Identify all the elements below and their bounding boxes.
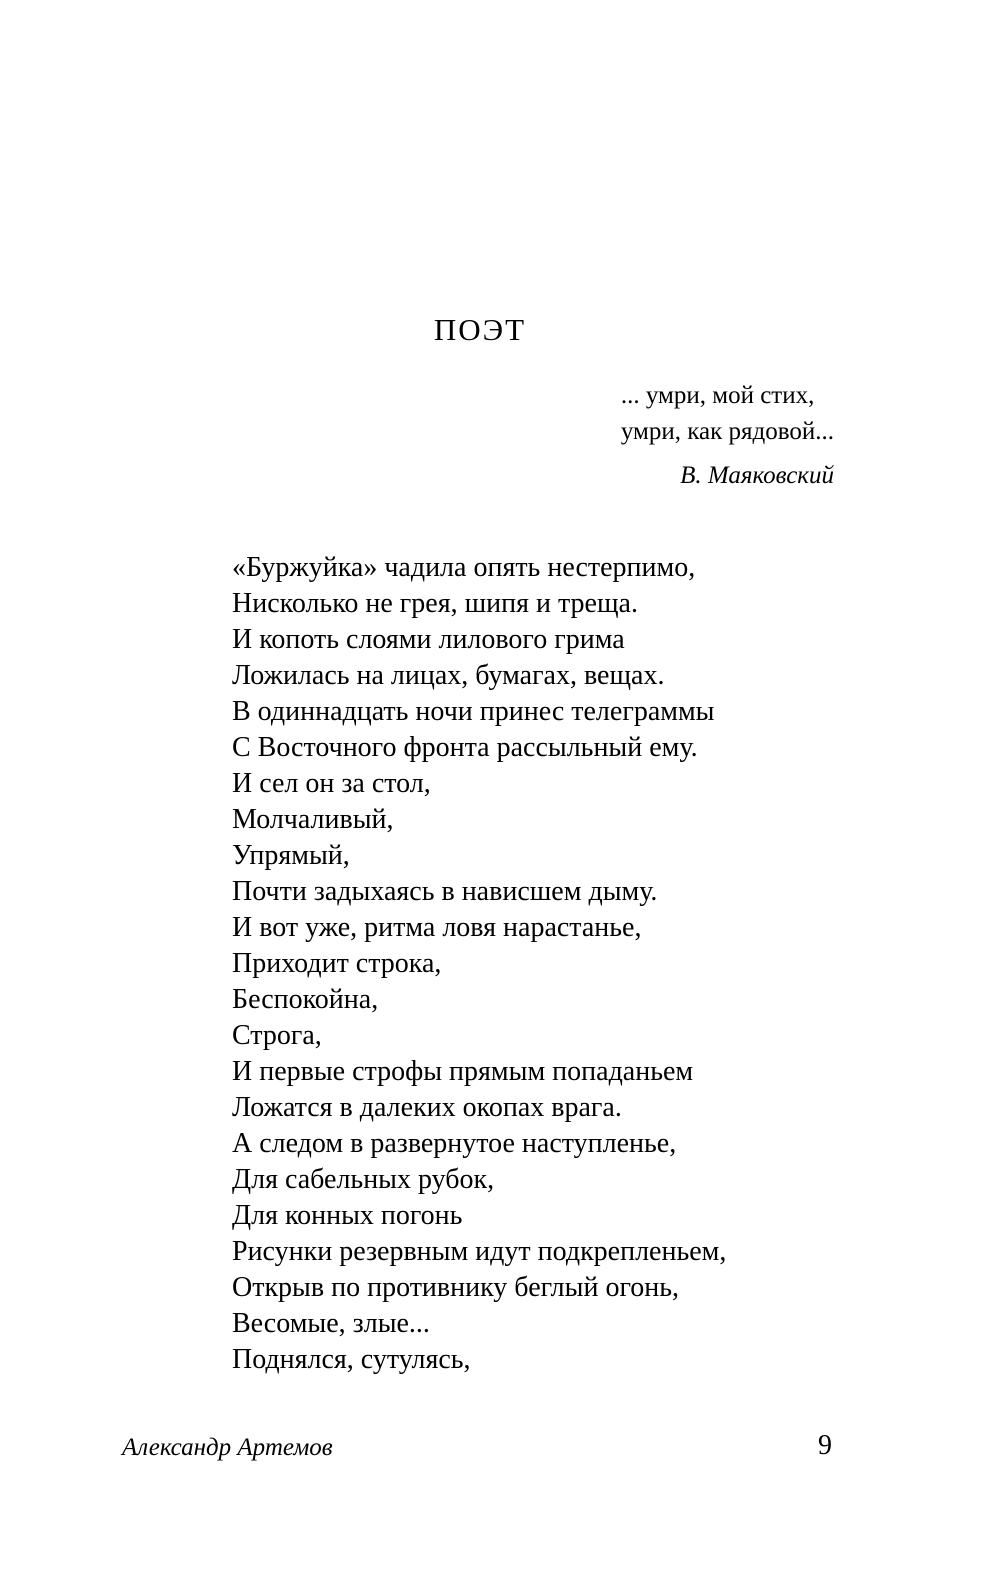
verse-line: И сел он за стол, bbox=[232, 768, 431, 799]
verse-line: Для конных погонь bbox=[232, 1200, 463, 1231]
verse-line: И первые строфы прямым попаданьем bbox=[232, 1056, 694, 1087]
poem-verse bbox=[232, 550, 726, 1378]
verse-line: «Буржуйка» чадила опять нестерпимо, bbox=[232, 552, 696, 583]
page-number: 9 bbox=[818, 1430, 832, 1461]
verse-line: В одиннадцать ночи принес телеграммы bbox=[232, 696, 715, 727]
epigraph-author: В. Маяковский bbox=[680, 462, 834, 489]
verse-line: Для сабельных рубок, bbox=[232, 1164, 495, 1195]
verse-line: Открыв по противнику беглый огонь, bbox=[232, 1272, 679, 1303]
footer-author: Александр Артемов bbox=[122, 1434, 333, 1461]
verse-line: И копоть слоями лилового грима bbox=[232, 624, 625, 655]
verse-line: Рисунки резервным идут подкрепленьем, bbox=[232, 1236, 727, 1267]
verse-line: Ложилась на лицах, бумагах, вещах. bbox=[232, 660, 665, 691]
verse-line: Строга, bbox=[232, 1020, 322, 1051]
epigraph bbox=[621, 378, 834, 494]
verse-line: Молчаливый, bbox=[232, 804, 394, 835]
verse-line: Почти задыхаясь в нависшем дыму. bbox=[232, 876, 658, 907]
verse-line: С Восточного фронта рассыльный ему. bbox=[232, 732, 698, 763]
verse-line: Поднялся, сутулясь, bbox=[232, 1344, 471, 1375]
verse-line: И вот уже, ритма ловя нарастанье, bbox=[232, 912, 642, 943]
epigraph-line: ... умри, мой стих, bbox=[620, 382, 815, 409]
verse-line: А следом в развернутое наступленье, bbox=[232, 1128, 677, 1159]
verse-line: Беспокойна, bbox=[232, 984, 379, 1015]
verse-line: Весомые, злые... bbox=[232, 1308, 430, 1339]
poem-title: ПОЭТ bbox=[433, 312, 527, 347]
verse-line: Нисколько не грея, шипя и треща. bbox=[232, 588, 638, 619]
verse-line: Приходит строка, bbox=[232, 948, 442, 979]
verse-line: Ложатся в далеких окопах врага. bbox=[232, 1092, 622, 1123]
verse-line: Упрямый, bbox=[232, 840, 350, 871]
epigraph-line: умри, как рядовой... bbox=[620, 418, 834, 445]
